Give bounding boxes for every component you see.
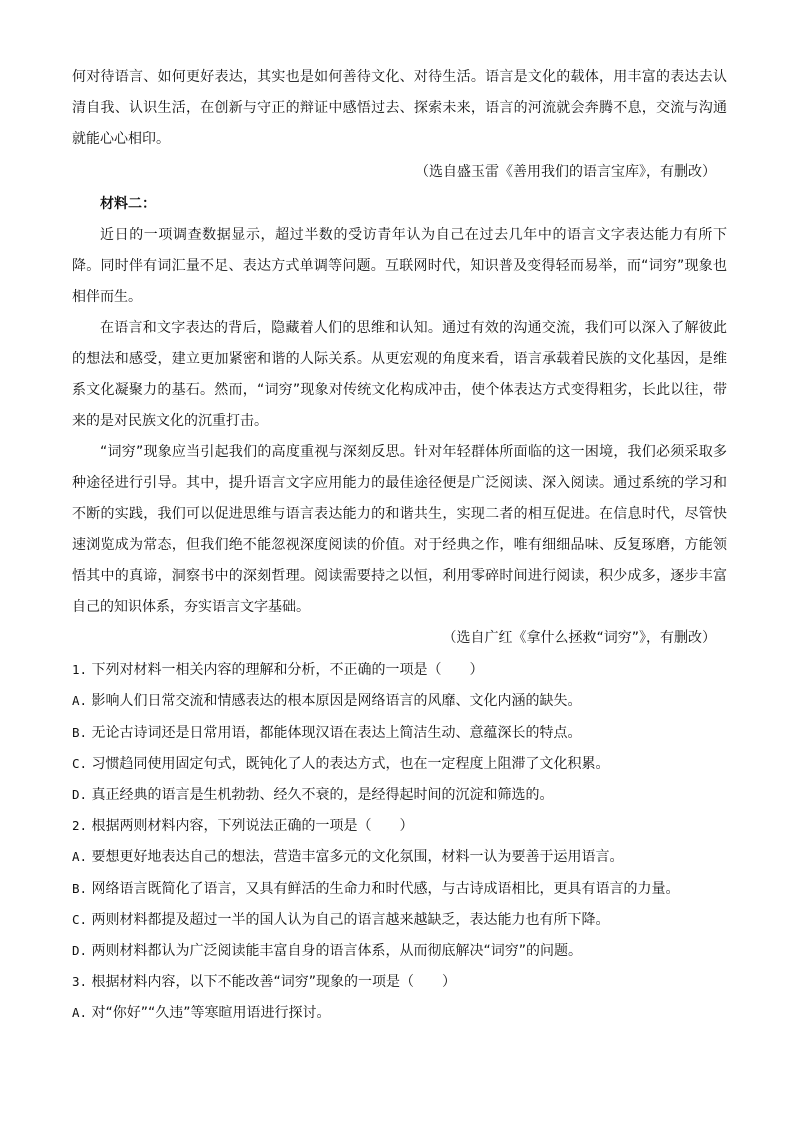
question-2-option-d[interactable]	[72, 941, 582, 961]
option-letter: C.	[72, 756, 88, 771]
option-text: 网络语言既简化了语言，又具有鲜活的生命力和时代感，与古诗成语相比，更具有语言的力量。	[91, 881, 680, 897]
option-letter: B.	[72, 725, 88, 740]
option-text: 习惯趋同使用固定句式，既钝化了人的表达方式，也在一定程度上阻滞了文化积累。	[91, 756, 610, 772]
question-number: 3.	[72, 974, 88, 989]
question-2-option-c[interactable]	[72, 910, 610, 930]
question-2-option-b[interactable]	[72, 879, 680, 899]
question-2	[72, 816, 414, 836]
option-text: 两则材料都认为广泛阅读能丰富自身的语言体系，从而彻底解决“词穷”的问题。	[91, 943, 583, 959]
source-citation-2: （选自广红《拿什么拯救“词穷”》，有删改）	[442, 630, 716, 646]
material2-heading: 材料二：	[100, 196, 156, 212]
question-2-option-a[interactable]	[72, 847, 624, 867]
material2-paragraph-1: 近日的一项调查数据显示，超过半数的受访青年认为自己在过去几年中的语言文字表达能力有所下降。同时伴有词汇量不足、表达方式单调等问题。互联网时代，知识普及变得轻而易举，而“词穷”现象也相伴而生。	[72, 227, 727, 305]
option-letter: B.	[72, 881, 88, 896]
question-1-option-a[interactable]	[72, 691, 582, 711]
question-stem: 下列对材料一相关内容的理解和分析，不正确的一项是（ ）	[91, 662, 484, 678]
option-letter: A.	[72, 849, 88, 864]
option-letter: D.	[72, 787, 88, 802]
material2-paragraph-3: “词穷”现象应当引起我们的高度重视与深刻反思。针对年轻群体所面临的这一困境，我们必须采取多种途径进行引导。其中，提升语言文字应用能力的最佳途径便是广泛阅读、深入阅读。通过系统的学习和不断的实践，我们可以促进思维与语言表达能力的和谐共生，实现二者的相互促进。在信息时代，尽管快速浏览成为常态，但我们绝不能忽视深度阅读的价值。对于经典之作，唯有细细品味、反复琢磨，方能领悟其中的真谛，洞察书中的深刻哲理。阅读需要持之以恒，利用零碎时间进行阅读，积少成多，逐步丰富自己的知识体系，夯实语言文字基础。	[72, 444, 727, 615]
question-3-option-a[interactable]	[72, 1003, 331, 1023]
option-letter: A.	[72, 693, 88, 708]
question-1-option-c[interactable]	[72, 754, 610, 774]
question-number: 1.	[72, 662, 88, 677]
option-text: 两则材料都提及超过一半的国人认为自己的语言越来越缺乏，表达能力也有所下降。	[91, 912, 610, 928]
source-citation-1: （选自盛玉雷《善用我们的语言宝库》，有删改）	[415, 164, 716, 180]
option-letter: D.	[72, 943, 88, 958]
option-letter: C.	[72, 912, 88, 927]
question-1	[72, 660, 484, 680]
question-number: 2.	[72, 818, 88, 833]
question-stem: 根据材料内容，以下不能改善“词穷”现象的一项是（ ）	[91, 974, 457, 990]
option-text: 要想更好地表达自己的想法，营造丰富多元的文化氛围，材料一认为要善于运用语言。	[91, 849, 624, 865]
question-1-option-d[interactable]	[72, 785, 554, 805]
option-text: 影响人们日常交流和情感表达的根本原因是网络语言的风靡、文化内涵的缺失。	[91, 693, 582, 709]
paragraph-material1-end: 何对待语言、如何更好表达，其实也是如何善待文化、对待生活。语言是文化的载体，用丰富的表达去认清自我、认识生活，在创新与守正的辩证中感悟过去、探索未来，语言的河流就会奔腾不息，交流与沟通就能心心相印。	[72, 69, 727, 147]
option-letter: A.	[72, 1005, 88, 1020]
option-text: 无论古诗词还是日常用语，都能体现汉语在表达上简洁生动、意蕴深长的特点。	[91, 725, 582, 741]
option-text: 真正经典的语言是生机勃勃、经久不衰的，是经得起时间的沉淀和筛选的。	[91, 787, 554, 803]
option-text: 对“你好”“久违”等寒暄用语进行探讨。	[91, 1005, 331, 1021]
question-3	[72, 972, 456, 992]
question-1-option-b[interactable]	[72, 723, 582, 743]
material2-paragraph-2: 在语言和文字表达的背后，隐藏着人们的思维和认知。通过有效的沟通交流，我们可以深入了解彼此的想法和感受，建立更加紧密和谐的人际关系。从更宏观的角度来看，语言承载着民族的文化基因，是维系文化凝聚力的基石。然而，“词穷”现象对传统文化构成冲击，使个体表达方式变得粗劣，长此以往，带来的是对民族文化的沉重打击。	[72, 320, 727, 429]
question-stem: 根据两则材料内容，下列说法正确的一项是（ ）	[91, 818, 414, 834]
